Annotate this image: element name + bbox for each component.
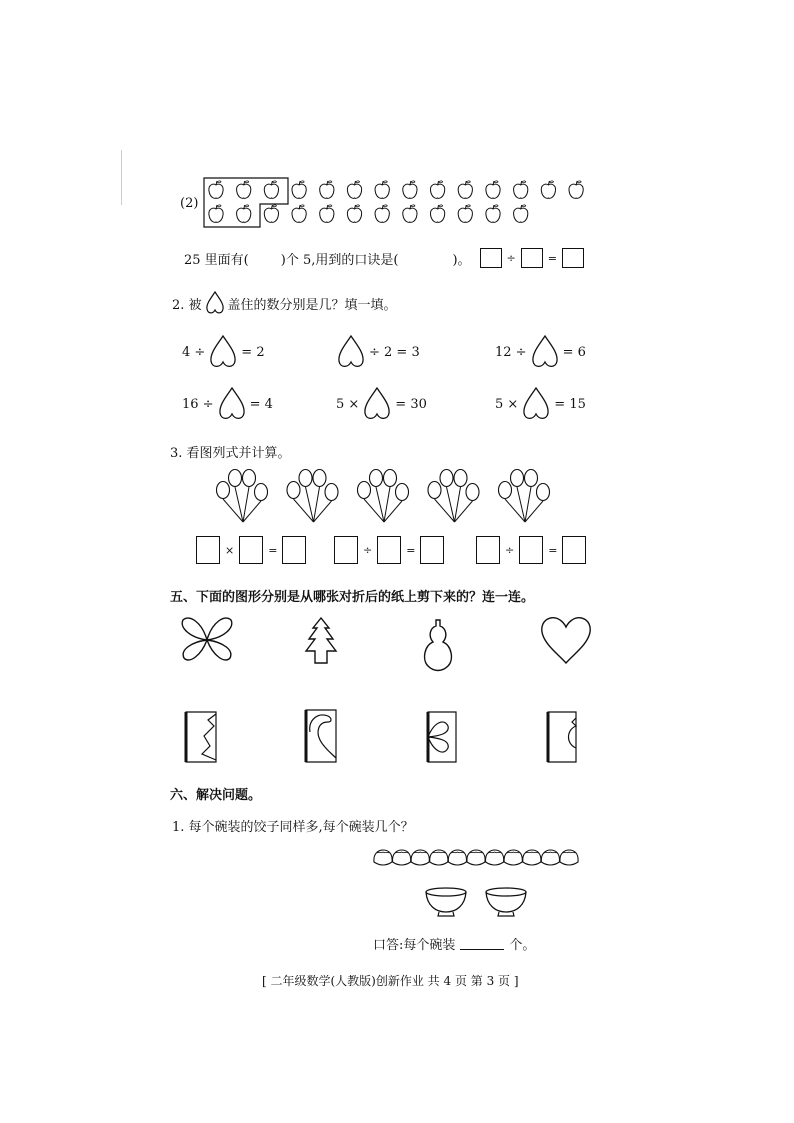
heart-item-left: 5 × [336,396,360,412]
apple-icon [514,181,528,198]
apple-icon [486,181,500,198]
apple-icon [292,181,306,198]
answer-box[interactable] [562,248,584,268]
apple-icon [209,205,223,222]
answer-box[interactable] [282,536,306,564]
equals-sign: = [268,543,278,557]
heart-icon[interactable] [336,333,366,371]
page-footer: [ 二年级数学(人教版)创新作业 共 4 页 第 3 页 ] [262,974,519,988]
answer-box[interactable] [562,536,586,564]
apple-icon [320,205,334,222]
balloon-icon [299,470,312,487]
balloon-icon [229,470,242,487]
apple-icon [264,181,278,198]
balloon-icon [384,470,397,487]
heart-item-right: = 15 [554,396,586,412]
equation-2 [334,536,444,564]
balloon-icon [217,482,230,499]
balloon-icon [370,470,383,487]
divide-sign: ÷ [505,543,515,557]
balloon-bunches [0,464,794,528]
balloon-icon [466,484,479,501]
zigzag-paper[interactable] [186,712,216,762]
bowl-icon [426,888,466,916]
equals-sign: = [548,543,558,557]
answer-box[interactable] [377,536,401,564]
heart-item-left: 4 ÷ [182,344,206,360]
heart-icon[interactable] [530,333,560,371]
heart-icon[interactable] [362,385,392,423]
apple-icon [264,205,278,222]
apple-icon [347,205,361,222]
heart-item-6 [495,385,586,423]
heart-question-title [172,290,397,316]
heart-icon[interactable] [217,385,247,423]
apple-icon [375,181,389,198]
cut-shapes [0,610,794,770]
apple-icon [403,181,417,198]
answer-blank[interactable] [460,937,504,950]
divide-sign: ÷ [363,543,373,557]
answer-box[interactable] [239,536,263,564]
equation-3 [476,536,586,564]
apple-icon [347,181,361,198]
apple-icon [430,205,444,222]
answer-box[interactable] [476,536,500,564]
balloon-icon [313,470,326,487]
apple-icon [458,181,472,198]
q2-sentence [184,248,584,268]
heart-icon[interactable] [208,333,238,371]
q2-sentence-c: )。 [452,252,471,268]
answer-box[interactable] [519,536,543,564]
balloon-icon [454,470,467,487]
gourd-shape[interactable] [425,620,452,671]
balloon-question-title: 3. 看图列式并计算。 [170,446,291,461]
heart-title-post: 盖住的数分别是几？填一填。 [227,297,397,313]
butterfly-shape[interactable] [182,618,232,660]
bowl-icon [486,888,526,916]
heart-item-left: 5 × [495,396,519,412]
answer-box[interactable] [420,536,444,564]
heart-icon[interactable] [521,385,551,423]
divide-sign: ÷ [506,251,516,265]
balloon-icon [243,470,256,487]
heart-item-left: 12 ÷ [495,344,527,360]
heart-item-right: ÷ 2 = 3 [369,344,420,360]
balloon-bunch [499,470,550,523]
answer-post: 个。 [509,938,536,953]
q2-sentence-b: )个 5,用到的口诀是( [280,252,399,268]
curve-paper[interactable] [306,710,336,762]
leaf-paper[interactable] [428,712,456,762]
heart-item-right: = 30 [395,396,427,412]
equation-1 [196,536,306,564]
balloon-icon [537,484,550,501]
answer-box[interactable] [196,536,220,564]
balloon-icon [396,484,409,501]
answer-line [373,934,535,953]
apple-icon [292,205,306,222]
balloon-icon [499,482,512,499]
section6-title: 六、解决问题。 [170,788,262,803]
balloon-icon [440,470,453,487]
heart-item-left: 16 ÷ [182,396,214,412]
tree-shape[interactable] [306,618,336,663]
balloon-icon [358,482,371,499]
q2-sentence-a: 25 里面有( [184,252,249,268]
balloon-bunch [428,470,479,523]
equals-sign: = [547,251,557,265]
apple-icon [514,205,528,222]
heart-item-right: = 4 [249,396,273,412]
heart-item-4 [182,385,273,423]
heart-shape[interactable] [542,618,590,663]
q2-label: (2) [180,196,199,211]
heart-item-1 [182,333,265,371]
answer-box[interactable] [334,536,358,564]
dumpling-bowl-picture [0,848,794,922]
apple-grid [0,0,794,260]
balloon-bunch [287,470,338,523]
apple-icon [541,181,555,198]
answer-box[interactable] [480,248,502,268]
apple-icon [458,205,472,222]
heart-icon [205,290,225,316]
heart-item-3 [495,333,586,371]
apple-icon [209,181,223,198]
heart-item-right: = 2 [241,344,265,360]
apple-icon [237,181,251,198]
multiply-sign: × [225,543,235,557]
answer-pre: 口答:每个碗装 [373,938,456,953]
balloon-icon [428,482,441,499]
heart-title-pre: 2. 被 [172,297,202,313]
apple-icon [403,205,417,222]
balloon-bunch [217,470,268,523]
bump-paper[interactable] [548,712,576,762]
balloon-icon [287,482,300,499]
apple-icon [486,205,500,222]
heart-item-2 [336,333,420,371]
section5-title: 五、下面的图形分别是从哪张对折后的纸上剪下来的？连一连。 [170,590,535,605]
apple-icon [430,181,444,198]
apple-icon [320,181,334,198]
section6-question-1: 1. 每个碗装的饺子同样多,每个碗装几个？ [172,820,414,835]
balloon-icon [325,484,338,501]
apple-icon [569,181,583,198]
answer-box[interactable] [521,248,543,268]
apple-icon [237,205,251,222]
heart-item-right: = 6 [562,344,586,360]
balloon-bunch [358,470,409,523]
balloon-icon [525,470,538,487]
heart-item-5 [336,385,427,423]
apple-icon [375,205,389,222]
balloon-icon [255,484,268,501]
equals-sign: = [406,543,416,557]
circled-group [204,178,288,227]
balloon-icon [511,470,524,487]
